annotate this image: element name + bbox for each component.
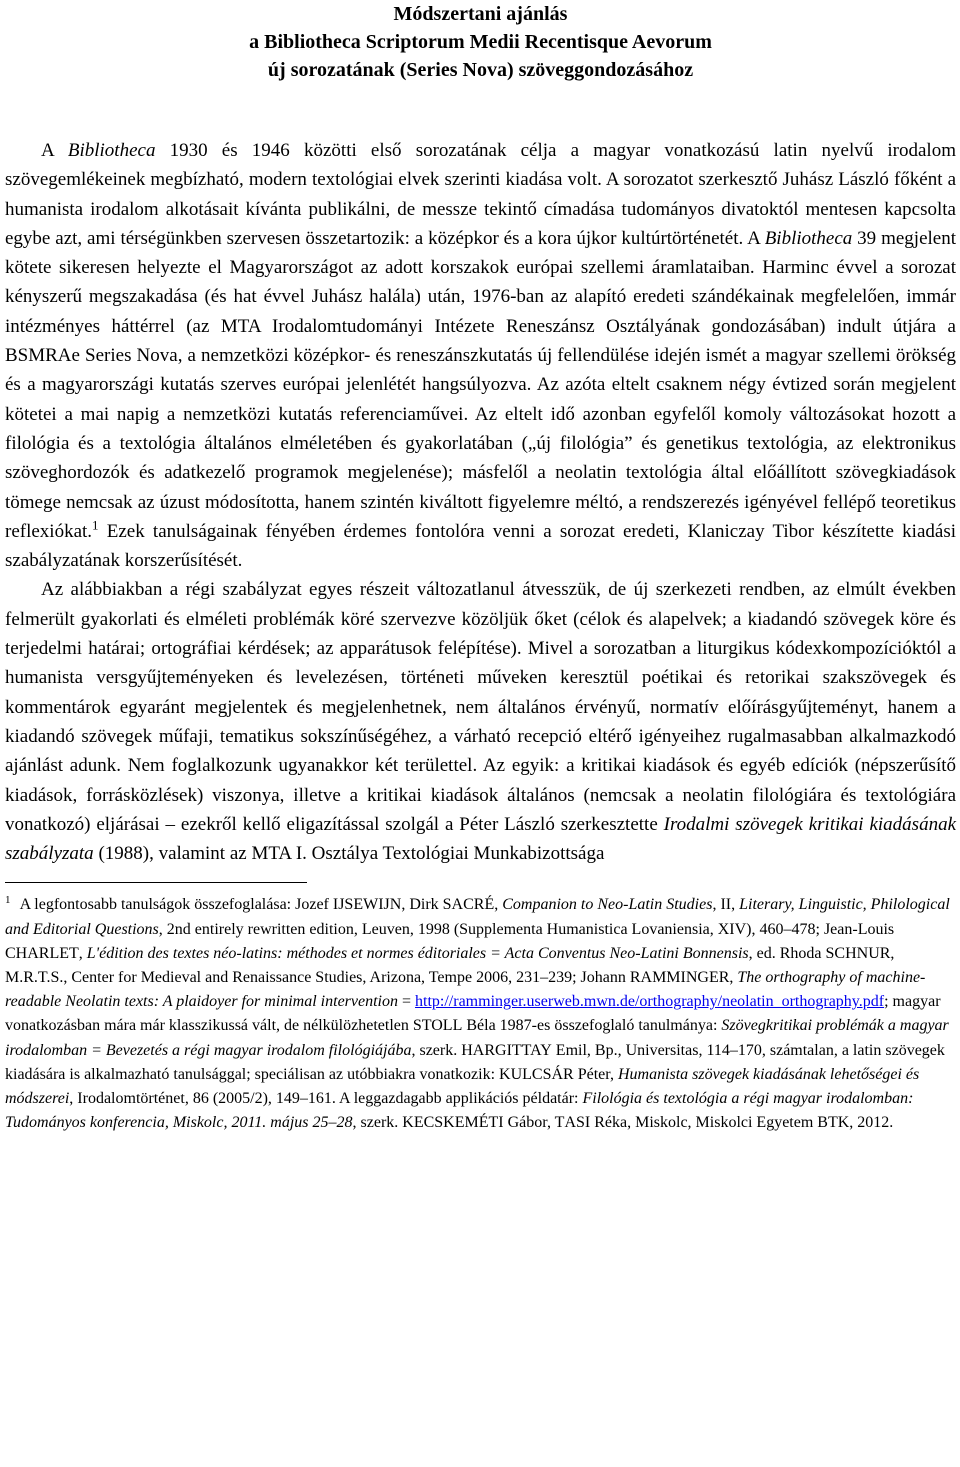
footnote-divider [5, 882, 307, 883]
bibliotheca-italic-2: Bibliotheca [764, 227, 853, 249]
paragraph-1: A Bibliotheca 1930 és 1946 közötti első sorozatának célja a magyar vonatkozású latin nyelvű irodalom szövegemlékeinek megbízható, modern textológiai elvek szerinti kiadása volt. A sorozatot szerkesztő Juhász László főként a humanista irodalom alkotásait kívánta publikálni, de messze tekintő címadása tudományos divatoktól mentesen kapcsolta egybe azt, ami térségünkben szervesen összetartozik: a középkor és a kora újkor kultúrtörténetét. A Bibliotheca 39 megjelent kötete sikeresen helyezte el Magyarországot az adott korszakok európai szellemi áramlataiban. Harminc évvel a sorozat kényszerű megszakadása (és hat évvel Juhász halála) után, 1976-ban az alapító eredeti szándékainak megfelelően, immár intézményes háttérrel (az MTA Irodalomtudományi Intézete Reneszánsz Osztályának gondozásában) indult útjára a BSMRAe Series Nova, a nemzetközi középkor- és reneszánszkutatás új fellendülése idején ismét a magyar szellemi örökség és a magyarországi kutatás szerves európai jelenlétét hangsúlyozva. Az azóta eltelt csaknem négy évtized során megjelent kötetei a mai napig a nemzetközi kutatás referenciaművei. Az eltelt idő azonban egyfelől komoly változásokat hozott a filológia és a textológia általános elméletében és gyakorlatában („új filológia” és genetikus textológia, az elektronikus szöveghordozók és adatkezelő programok megjelenése); másfelől a neolatin textológia által előállított szövegkiadások tömege nemcsak az úzust módosította, hanem szintén kiváltott figyelemre méltó, a rendszerezés igényével fellépő teoretikus reflexiókat.$^1$ Ezek tanulságainak fényében érdemes fontolóra venni a sorozat eredeti, Klaniczay Tibor készítette kiadási szabályzatának korszerűsítését. [5, 140, 956, 572]
p1-text-b: 1930 és 1946 közötti első sorozatának célja a magyar vonatkozású latin nyelvű irodalom szövegemlékeinek megbízható, modern textológiai elvek szerinti kiadása volt. A sorozatot szerkesztő Juhász László főként a humanista irodalom alkotásait kívánta publikálni, de messze tekintő címadása tudományos divatoktól mentesen kapcsolta egybe azt, ami térségünkben szervesen összetartozik: a középkor és a kora újkor kultúrtörténetét. A [5, 140, 956, 249]
p1-text-e: Ezek tanulságainak fényében érdemes fontolóra venni a sorozat eredeti, Klaniczay Tibor készítette kiadási szabályzatának korszerűsítését. [5, 520, 956, 572]
footnote-number: 1 [5, 894, 11, 907]
title-block [5, 0, 956, 84]
footnote-1: $^1$ A legfontosabb tanulságok összefoglalása: Jozef IJSEWIJN, Dirk SACRÉ, Companion to Neo-Latin Studies, II, Literary, Linguistic, Philological and Editorial Questions, 2nd entirely rewritten edition, Leuven, 1998 (Supplementa Humanistica Lovaniensia, XIV), 460–478; Jean-Louis CHARLET, L'édition des textes néo-latins: méthodes et normes éditoriales = Acta Conventus Neo-Latini Bonnensis, ed. Rhoda SCHNUR, M.R.T.S., Center for Medieval and Renaissance Studies, Arizona, Tempe 2006, 231–239; Johann RAMMINGER, The orthography of machine-readable Neolatin texts: A plaidoyer for minimal intervention = http://ramminger.userweb.mwn.de/orthography/neolatin_orthography.pdf; magyar vonatkozásban mára már klasszikussá vált, de nélkülözhetetlen STOLL Béla 1987-es összefoglaló tanulmánya: Szövegkritikai problémák a magyar irodalomban = Bevezetés a régi magyar irodalom filológiájába, szerk. HARGITTAY Emil, Bp., Universitas, 114–170, számtalan, a latin szövegek kiadására is alkalmazható tanulsággal; speciálisan az utóbbiakra vonatkozik: KULCSÁR Péter, Humanista szövegek kiadásának lehetőségei és módszerei, Irodalomtörténet, 86 (2005/2), 149–161. A leggazdagabb applikációs példatár: Filológia és textológia a régi magyar irodalomban: Tudományos konferencia, Miskolc, 2011. május 25–28, szerk. KECSKEMÉTI Gábor, TASI Réka, Miskolc, Miskolci Egyetem BTK, 2012. [5, 894, 950, 1132]
p2-text-a: Az alábbiakban a régi szabályzat egyes részeit változatlanul átvesszük, de új szerkezeti rendben, az elmúlt években felmerült gyakorlati és elméleti problémák köré szervezve közöljük őket (célok és alapelvek; a kiadandó szövegek köre és terjedelmi határai; ortográfiai kérdések; az apparátusok felépítése). Mivel a sorozatban a liturgikus kódexkompozícióktól a humanista versgyűjteményeken és levelezésen, történeti műveken keresztül poétikai és retorikai szakszövegek és kommentárok egyaránt megjelentek és megjelenhetnek, nem általános érvényű, normatív előírásgyűjteményt, hanem a kiadandó szövegek műfaji, tematikus sokszínűségéhez, a várható recepció eltérő igényeihez rugalmasabban alkalmazkodó ajánlást adunk. Nem foglalkozunk ugyanakkor két területtel. Az egyik: a kritikai kiadások és egyéb edíciók (népszerűsítő kiadások, forrásközlések) viszonya, illetve a kritikai kiadások általános (nemcsak a neolatin filológiára és textológiára vonatkozó) eljárásai – ezekről kellő eligazítással szolgál a Péter László szerkesztette [5, 579, 956, 835]
footnote-reference[interactable]: 1 [92, 517, 99, 533]
title-line-3: új sorozatának (Series Nova) szöveggondozásához [267, 59, 694, 81]
title-line-1: Módszertani ajánlás [393, 3, 568, 25]
title-line-2: a Bibliotheca Scriptorum Medii Recentisque Aevorum [249, 31, 712, 53]
paragraph-2 [5, 575, 956, 868]
p2-italic-title: Irodalmi szövegek kritikai kiadásának szabályzata [5, 813, 956, 865]
body-text [5, 136, 956, 868]
orthography-pdf-link[interactable]: http://ramminger.userweb.mwn.de/orthography/neolatin_orthography.pdf [415, 993, 885, 1011]
p1-text-d: 39 megjelent kötete sikeresen helyezte el Magyarországot az adott korszakok európai szellemi áramlataiban. Harminc évvel a sorozat kényszerű megszakadása (és hat évvel Juhász halála) után, 1976-ban az alapító eredeti szándékainak megfelelően, immár intézményes háttérrel (az MTA Irodalomtudományi Intézete Reneszánsz Osztályának gondozásában) indult útjára a BSMRAe Series Nova, a nemzetközi középkor- és reneszánszkutatás új fellendülése idején ismét a magyar szellemi örökség és a magyarországi kutatás szerves európai jelenlétét hangsúlyozva. Az azóta eltelt csaknem négy évtized során megjelent kötetei a mai napig a nemzetközi kutatás referenciaművei. Az eltelt idő azonban egyfelől komoly változásokat hozott a filológia és a textológia általános elméletében és gyakorlatában („új filológia” és genetikus textológia, az elektronikus szöveghordozók és adatkezelő programok megjelenése); másfelől a neolatin textológia által előállított szövegkiadások tömege nemcsak az úzust módosította, hanem szintén kiváltott figyelemre méltó, a rendszerezés igényével fellépő teoretikus reflexiókat. [5, 227, 956, 542]
bibliotheca-italic: Bibliotheca [67, 140, 156, 161]
p2-text-c: (1988), valamint az MTA I. Osztálya Textológiai Munkabizottsága [93, 843, 605, 865]
